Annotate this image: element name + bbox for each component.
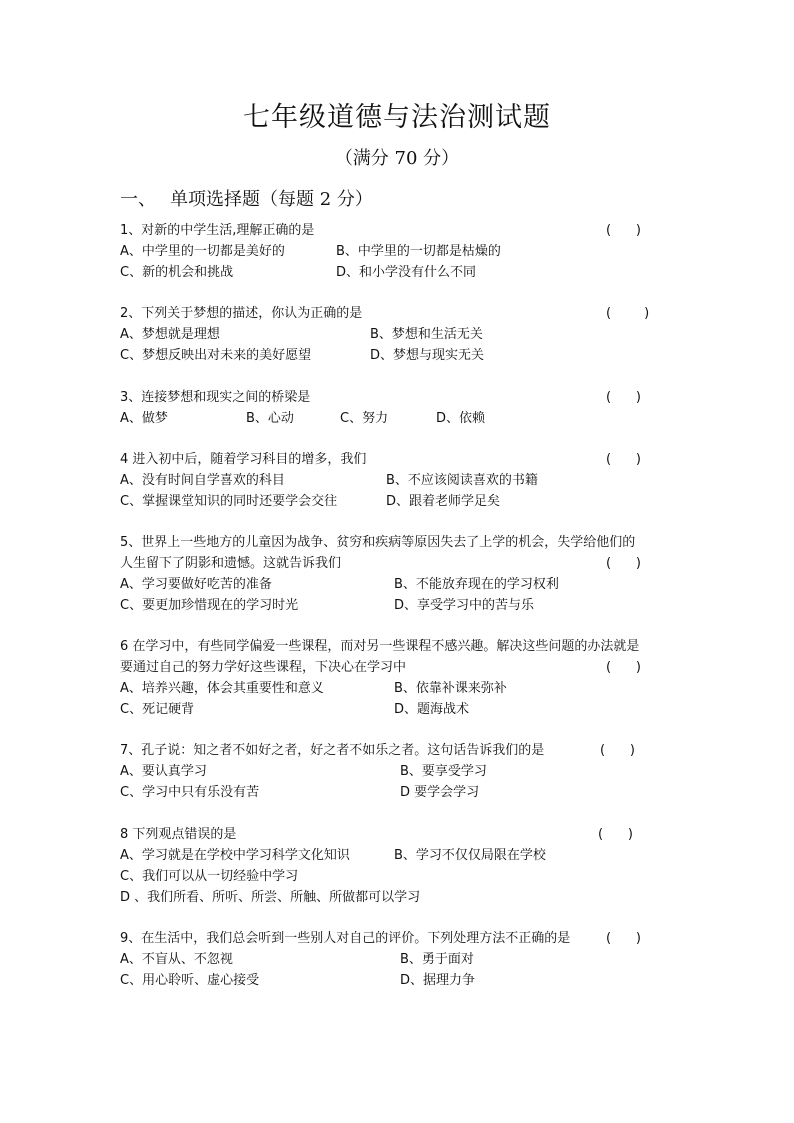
question-text: 7、孔子说：知之者不如好之者，好之者不如乐之者。这句话告诉我们的是 [120,743,545,758]
question-text: 5、世界上一些地方的儿童因为战争、贫穷和疾病等原因失去了上学的机会，失学给他们的 [120,535,636,550]
option-b: B、不应该阅读喜欢的书籍 [386,473,538,488]
option-b: B、勇于面对 [400,952,474,967]
answer-bracket: ( ) [606,556,641,571]
option-c: C、新的机会和挑战 [120,265,234,280]
option-a: A、学习就是在学校中学习科学文化知识 [120,848,350,863]
question-stem [120,636,680,657]
option-d: D、享受学习中的苦与乐 [394,598,535,613]
answer-bracket: ( ) [606,931,641,946]
question-stem [120,303,680,324]
question-stem [120,387,680,408]
options-row [120,470,680,491]
question-6 [120,636,680,720]
question-9 [120,928,680,991]
options-row [120,699,680,720]
answer-bracket: ( ) [598,827,633,842]
answer-bracket: ( ) [606,390,641,405]
option-b: B、依靠补课来弥补 [394,681,507,696]
option-b: B、学习不仅仅局限在学校 [394,848,546,863]
option-b: B、中学里的一切都是枯燥的 [336,244,501,259]
options-row [120,595,680,616]
question-stem [120,532,680,553]
option-a: A、梦想就是理想 [120,327,220,342]
option-c: C、用心聆听、虚心接受 [120,973,260,988]
question-4 [120,449,680,512]
page-title: 七年级道德与法治测试题 [243,102,551,133]
question-text: 1、对新的中学生活,理解正确的是 [120,223,315,238]
question-stem-continued [120,657,680,678]
option-d: D、梦想与现实无关 [370,348,485,363]
option-a: A、做梦 [120,411,168,426]
question-text: 6 在学习中，有些同学偏爱一些课程，而对另一些课程不感兴趣。解决这些问题的办法就是 [120,639,640,654]
question-stem [120,824,680,845]
options-row [120,262,680,283]
options-row [120,574,680,595]
option-a: A、没有时间自学喜欢的科目 [120,473,285,488]
question-stem [120,740,680,761]
question-7 [120,740,680,803]
option-b: B、要享受学习 [400,764,487,779]
option-a: A、学习要做好吃苦的准备 [120,577,272,592]
answer-bracket: ( ) [606,660,641,675]
section-number: 一、 [120,189,156,210]
option-c: C、死记硬背 [120,702,195,717]
options-row [120,866,680,887]
options-row [120,761,680,782]
section-label: 单项选择题（每题 2 分） [170,189,373,210]
option-d: D 、我们所看、所听、所尝、所触、所做都可以学习 [120,890,421,905]
question-8 [120,824,680,908]
option-c: C、掌握课堂知识的同时还要学会交往 [120,494,338,509]
option-c: C、我们可以从一切经验中学习 [120,869,299,884]
question-text: 4 进入初中后，随着学习科目的增多，我们 [120,452,367,467]
question-2 [120,303,680,366]
options-row [120,241,680,262]
option-b: B、心动 [246,411,294,426]
section-heading [120,186,373,214]
options-row [120,408,680,429]
options-row [120,845,680,866]
option-d: D、和小学没有什么不同 [336,265,477,280]
options-row [120,491,680,512]
answer-bracket: ( ) [600,743,635,758]
question-5 [120,532,680,616]
option-d: D 要学会学习 [400,785,480,800]
option-c: C、要更加珍惜现在的学习时光 [120,598,299,613]
answer-bracket: ( ) [606,452,641,467]
question-text: 3、连接梦想和现实之间的桥梁是 [120,390,311,405]
option-d: D、题海战术 [394,702,470,717]
question-3 [120,387,680,429]
option-a: A、要认真学习 [120,764,207,779]
question-stem [120,449,680,470]
question-1 [120,220,680,283]
option-a: A、中学里的一切都是美好的 [120,244,285,259]
options-row [120,324,680,345]
question-text: 9、在生活中，我们总会听到一些别人对自己的评价。下列处理方法不正确的是 [120,931,571,946]
question-text: 人生留下了阴影和遗憾。这就告诉我们 [120,556,342,571]
option-d: D、依赖 [436,411,486,426]
question-stem [120,220,680,241]
options-row [120,345,680,366]
question-stem-continued [120,553,680,574]
options-row [120,970,680,991]
option-a: A、培养兴趣，体会其重要性和意义 [120,681,324,696]
question-text: 8 下列观点错误的是 [120,827,237,842]
options-row [120,949,680,970]
answer-bracket: ( ) [606,306,650,321]
options-row [120,678,680,699]
question-text: 要通过自己的努力学好这些课程，下决心在学习中 [120,660,407,675]
question-stem [120,928,680,949]
options-row [120,782,680,803]
option-c: C、梦想反映出对未来的美好愿望 [120,348,312,363]
option-c: C、学习中只有乐没有苦 [120,785,260,800]
option-c: C、努力 [340,411,389,426]
option-b: B、不能放弃现在的学习权利 [394,577,559,592]
answer-bracket: ( ) [606,223,641,238]
options-row [120,887,680,908]
option-a: A、不盲从、不忽视 [120,952,233,967]
full-score-note: （满分 70 分） [334,148,460,169]
question-text: 2、下列关于梦想的描述，你认为正确的是 [120,306,363,321]
option-b: B、梦想和生活无关 [370,327,483,342]
option-d: D、据理力争 [400,973,476,988]
option-d: D、跟着老师学足矣 [386,494,501,509]
